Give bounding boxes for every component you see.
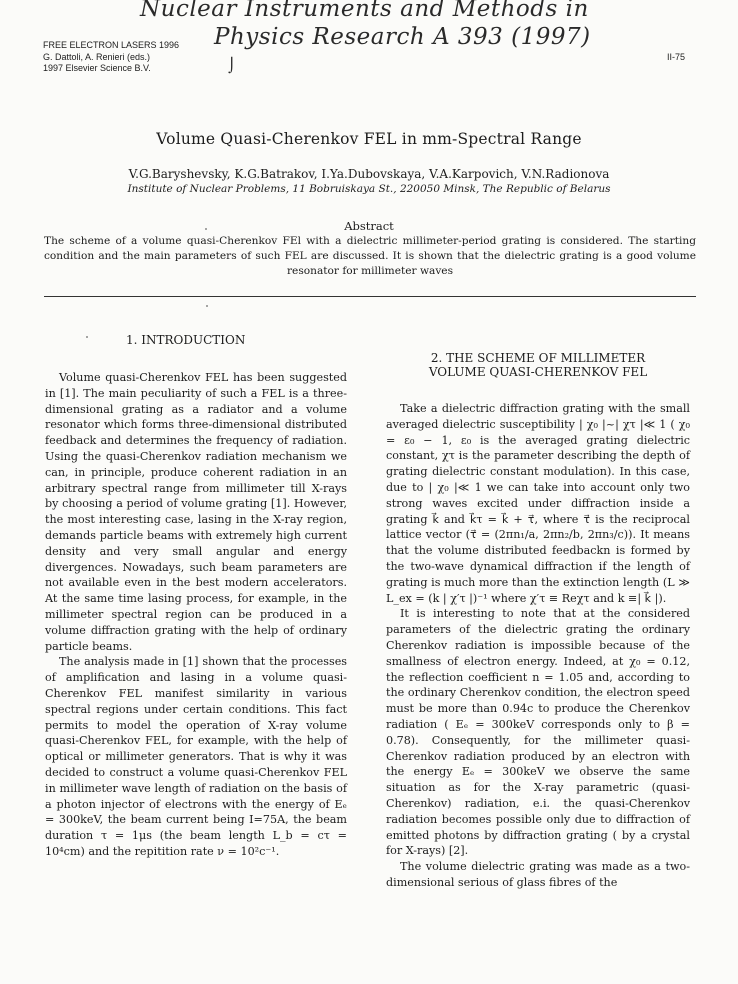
scan-speck xyxy=(206,305,208,307)
scan-speck xyxy=(205,228,207,230)
paper-title: Volume Quasi-Cherenkov FEL in mm-Spectral Range xyxy=(156,130,582,148)
abstract-text: The scheme of a volume quasi-Cherenkov FEl with a dielectric millimeter-period grating is considered. The starting condition and the main parameters of such FEL are discussed. It is shown that the dielectric grating is a good volume resonator for millimeter waves xyxy=(44,235,696,277)
scheme-paragraph-3: The volume dielectric grating was made as a two-dimensional serious of glass fibres of the xyxy=(386,860,690,889)
left-column xyxy=(45,370,347,860)
intro-paragraph-2: The analysis made in [1] shown that the processes of amplification and lasing in a volume quasi-Cherenkov FEL manifest similarity in various spectral regions under certain conditions. This fact permits to model the operation of X-ray volume quasi-Cherenkov FEL, for example, with the help of optical or millimeter generators. That is why it was decided to construct a volume quasi-Cherenkov FEL in millimeter wave length of radiation on the basis of a photon injector of electrons with the energy of Eₑ = 300keV, the beam current being I=75A, the beam duration τ = 1μs (the beam length L_b = cτ = 10⁴cm) and the repitition rate ν = 10²c⁻¹. xyxy=(45,655,347,858)
intro-heading: 1. INTRODUCTION xyxy=(126,333,246,347)
scheme-heading xyxy=(386,351,690,379)
affiliation: Institute of Nuclear Problems, 11 Bobruiskaya St., 220050 Minsk, The Republic of Belarus xyxy=(127,183,611,195)
section-divider xyxy=(44,296,696,297)
author-list: V.G.Baryshevsky, K.G.Batrakov, I.Ya.Dubovskaya, V.A.Karpovich, V.N.Radionova xyxy=(128,167,610,181)
handwritten-mark: ⌡ xyxy=(228,58,236,74)
publisher: 1997 Elsevier Science B.V. xyxy=(43,63,151,73)
intro-paragraph-1: Volume quasi-Cherenkov FEL has been suggested in [1]. The main peculiarity of such a FEL is a three-dimensional grating as a radiator and a volume resonator which forms three-dimensional distributed feedback and determines the frequency of radiation. Using the quasi-Cherenkov radiation mechanism we can, in principle, produce coherent radiation in an arbitrary spectral range from millimeter till X-rays by choosing a period of volume grating [1]. However, the most interesting case, lasing in the X-ray region, demands particle beams with extremely high current density and very small angular and energy divergences. Nowadays, such beam parameters are not available even in the best modern accelerators. At the same time lasing process, for example, in the millimeter spectral region can be produced in a volume diffraction grating with the help of ordinary particle beams. xyxy=(45,371,347,653)
right-column xyxy=(386,401,690,891)
editors: G. Dattoli, A. Renieri (eds.) xyxy=(43,51,151,62)
conference-name: FREE ELECTRON LASERS 1996 xyxy=(43,40,180,50)
scheme-heading-line-1: 2. THE SCHEME OF MILLIMETER xyxy=(430,351,646,365)
abstract-heading: Abstract xyxy=(344,219,394,233)
scan-speck xyxy=(86,336,88,338)
handwritten-annotation-line-1: Nuclear Instruments and Methods in xyxy=(140,0,589,22)
scheme-paragraph-2: It is interesting to note that at the considered parameters of the dielectric grating the ordinary Cherenkov radiation is impossible because of the smallness of electron energy. Indeed, at χ₀ = 0.12, the reflection coefficient n = 1.05 and, according to the ordinary Cherenkov condition, the electron speed must be more than 0.94c to produce the Cherenkov radiation ( Eₑ = 300keV corresponds only to β = 0.78). Consequently, for the millimeter quasi-Cherenkov radiation produced by an electron with the energy Eₑ = 300keV we observe the same situation as for the X-ray parametric (quasi-Cherenkov) radiation, e.i. the quasi-Cherenkov radiation becomes possible only due to diffraction of emitted photons by diffraction grating ( by a crystal for X-rays) [2]. xyxy=(386,607,690,858)
handwritten-annotation-line-2: Physics Research A 393 (1997) xyxy=(214,24,591,50)
page-number: II-75 xyxy=(667,52,686,62)
scheme-paragraph-1: Take a dielectric diffraction grating with the small averaged dielectric susceptibility | χ₀ |~| χτ |≪ 1 ( χ₀ = ε₀ − 1, ε₀ is the averaged grating dielectric constant, χτ is the parameter describing the depth of grating dielectric constant modulation). In this case, due to | χ₀ |≪ 1 we can take into account only two strong waves excited under diffraction inside a grating k⃗ and k⃗τ = k⃗ + τ⃗, where τ⃗ is the reciprocal lattice vector (τ⃗ = (2πn₁/a, 2πn₂/b, 2πn₃/c)). It means that the volume distributed feedbackn is formed by the two-wave dynamical diffraction if the length of grating is much more than the extinction length (L ≫ L_ex = (k | χ′τ |)⁻¹ where χ′τ ≡ Reχτ and k ≡| k⃗ |). xyxy=(386,402,690,605)
running-header xyxy=(43,40,179,75)
scheme-heading-line-2: VOLUME QUASI-CHERENKOV FEL xyxy=(428,365,648,379)
